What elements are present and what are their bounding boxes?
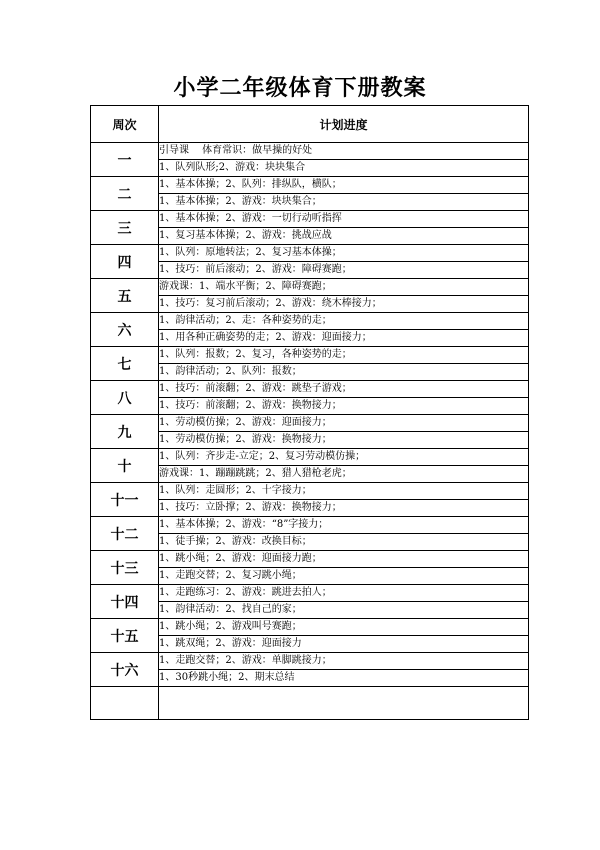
blank-week-cell xyxy=(91,687,159,720)
plan-line: 1、韵律活动；2、走：各种姿势的走； xyxy=(159,313,529,330)
plan-line: 1、基本体操；2、队列：排纵队，横队； xyxy=(159,177,529,194)
plan-line: 1、跳双绳；2、游戏：迎面接力 xyxy=(159,636,529,653)
plan-line: 1、技巧：前后滚动；2、游戏：障碍赛跑； xyxy=(159,262,529,279)
table-row xyxy=(91,483,529,500)
plan-line: 1、跳小绳；2、游戏：迎面接力跑； xyxy=(159,551,529,568)
plan-line: 1、走跑练习：2、游戏：跳进去拍人； xyxy=(159,585,529,602)
table-row xyxy=(91,415,529,432)
blank-plan-cell xyxy=(159,687,529,720)
plan-line: 1、跳小绳；2、游戏叫号赛跑； xyxy=(159,619,529,636)
plan-line: 游戏课：1、蹦蹦跳跳；2、猎人猎枪老虎； xyxy=(159,466,529,483)
plan-line: 1、徒手操；2、游戏：改换目标； xyxy=(159,534,529,551)
table-row xyxy=(91,245,529,262)
plan-line: 1、基本体操；2、游戏：块块集合； xyxy=(159,194,529,211)
plan-line: 1、队列：报数；2、复习，各种姿势的走； xyxy=(159,347,529,364)
plan-line: 1、韵律活动；2、队列：报数； xyxy=(159,364,529,381)
table-row xyxy=(91,177,529,194)
week-label: 四 xyxy=(91,245,159,279)
table-row xyxy=(91,279,529,296)
week-label: 一 xyxy=(91,143,159,177)
plan-line: 1、队列：齐步走-立定；2、复习劳动模仿操； xyxy=(159,449,529,466)
table-row xyxy=(91,449,529,466)
plan-line: 1、30秒跳小绳；2、期末总结 xyxy=(159,670,529,687)
lesson-plan-table xyxy=(90,105,529,720)
week-label: 六 xyxy=(91,313,159,347)
lesson-plan-body xyxy=(91,106,529,720)
week-label: 十三 xyxy=(91,551,159,585)
table-row xyxy=(91,517,529,534)
plan-line: 1、技巧：前滚翻；2、游戏：跳垫子游戏； xyxy=(159,381,529,398)
week-label: 三 xyxy=(91,211,159,245)
blank-row xyxy=(91,687,529,720)
table-row xyxy=(91,619,529,636)
plan-line: 1、队列队形;2、游戏：块块集合 xyxy=(159,160,529,177)
table-header-row xyxy=(91,106,529,143)
week-label: 十一 xyxy=(91,483,159,517)
table-row xyxy=(91,347,529,364)
week-label: 八 xyxy=(91,381,159,415)
plan-line: 1、基本体操；2、游戏：一切行动听指挥 xyxy=(159,211,529,228)
plan-line: 1、技巧：立卧撑；2、游戏：换物接力； xyxy=(159,500,529,517)
table-row xyxy=(91,381,529,398)
table-row xyxy=(91,313,529,330)
page-title: 小学二年级体育下册教案 xyxy=(173,76,427,101)
table-row xyxy=(91,143,529,160)
plan-line: 引导课 体育常识：做早操的好处 xyxy=(159,143,529,160)
week-label: 十 xyxy=(91,449,159,483)
week-label: 十五 xyxy=(91,619,159,653)
plan-line: 1、劳动模仿操；2、游戏：迎面接力； xyxy=(159,415,529,432)
week-column-header: 周次 xyxy=(91,106,159,143)
week-label: 十四 xyxy=(91,585,159,619)
table-row xyxy=(91,653,529,670)
plan-line: 游戏课：1、端水平衡；2、障碍赛跑； xyxy=(159,279,529,296)
week-label: 五 xyxy=(91,279,159,313)
plan-line: 1、基本体操；2、游戏：“8”字接力； xyxy=(159,517,529,534)
week-label: 七 xyxy=(91,347,159,381)
plan-line: 1、复习基本体操；2、游戏：挑战应战 xyxy=(159,228,529,245)
plan-line: 1、队列：走圆形；2、十字接力； xyxy=(159,483,529,500)
table-row xyxy=(91,211,529,228)
table-row xyxy=(91,585,529,602)
plan-line: 1、劳动模仿操；2、游戏：换物接力； xyxy=(159,432,529,449)
plan-line: 1、用各种正确姿势的走；2、游戏：迎面接力； xyxy=(159,330,529,347)
plan-line: 1、走跑交替；2、复习跳小绳； xyxy=(159,568,529,585)
week-label: 十二 xyxy=(91,517,159,551)
plan-line: 1、韵律活动：2、找自己的家； xyxy=(159,602,529,619)
week-label: 十六 xyxy=(91,653,159,687)
week-label: 二 xyxy=(91,177,159,211)
plan-column-header: 计划进度 xyxy=(159,106,529,143)
table-row xyxy=(91,551,529,568)
plan-line: 1、技巧：前滚翻；2、游戏：换物接力； xyxy=(159,398,529,415)
plan-line: 1、技巧：复习前后滚动；2、游戏：绕木棒接力； xyxy=(159,296,529,313)
plan-line: 1、走跑交替；2、游戏：单脚跳接力； xyxy=(159,653,529,670)
plan-line: 1、队列：原地转法；2、复习基本体操； xyxy=(159,245,529,262)
week-label: 九 xyxy=(91,415,159,449)
